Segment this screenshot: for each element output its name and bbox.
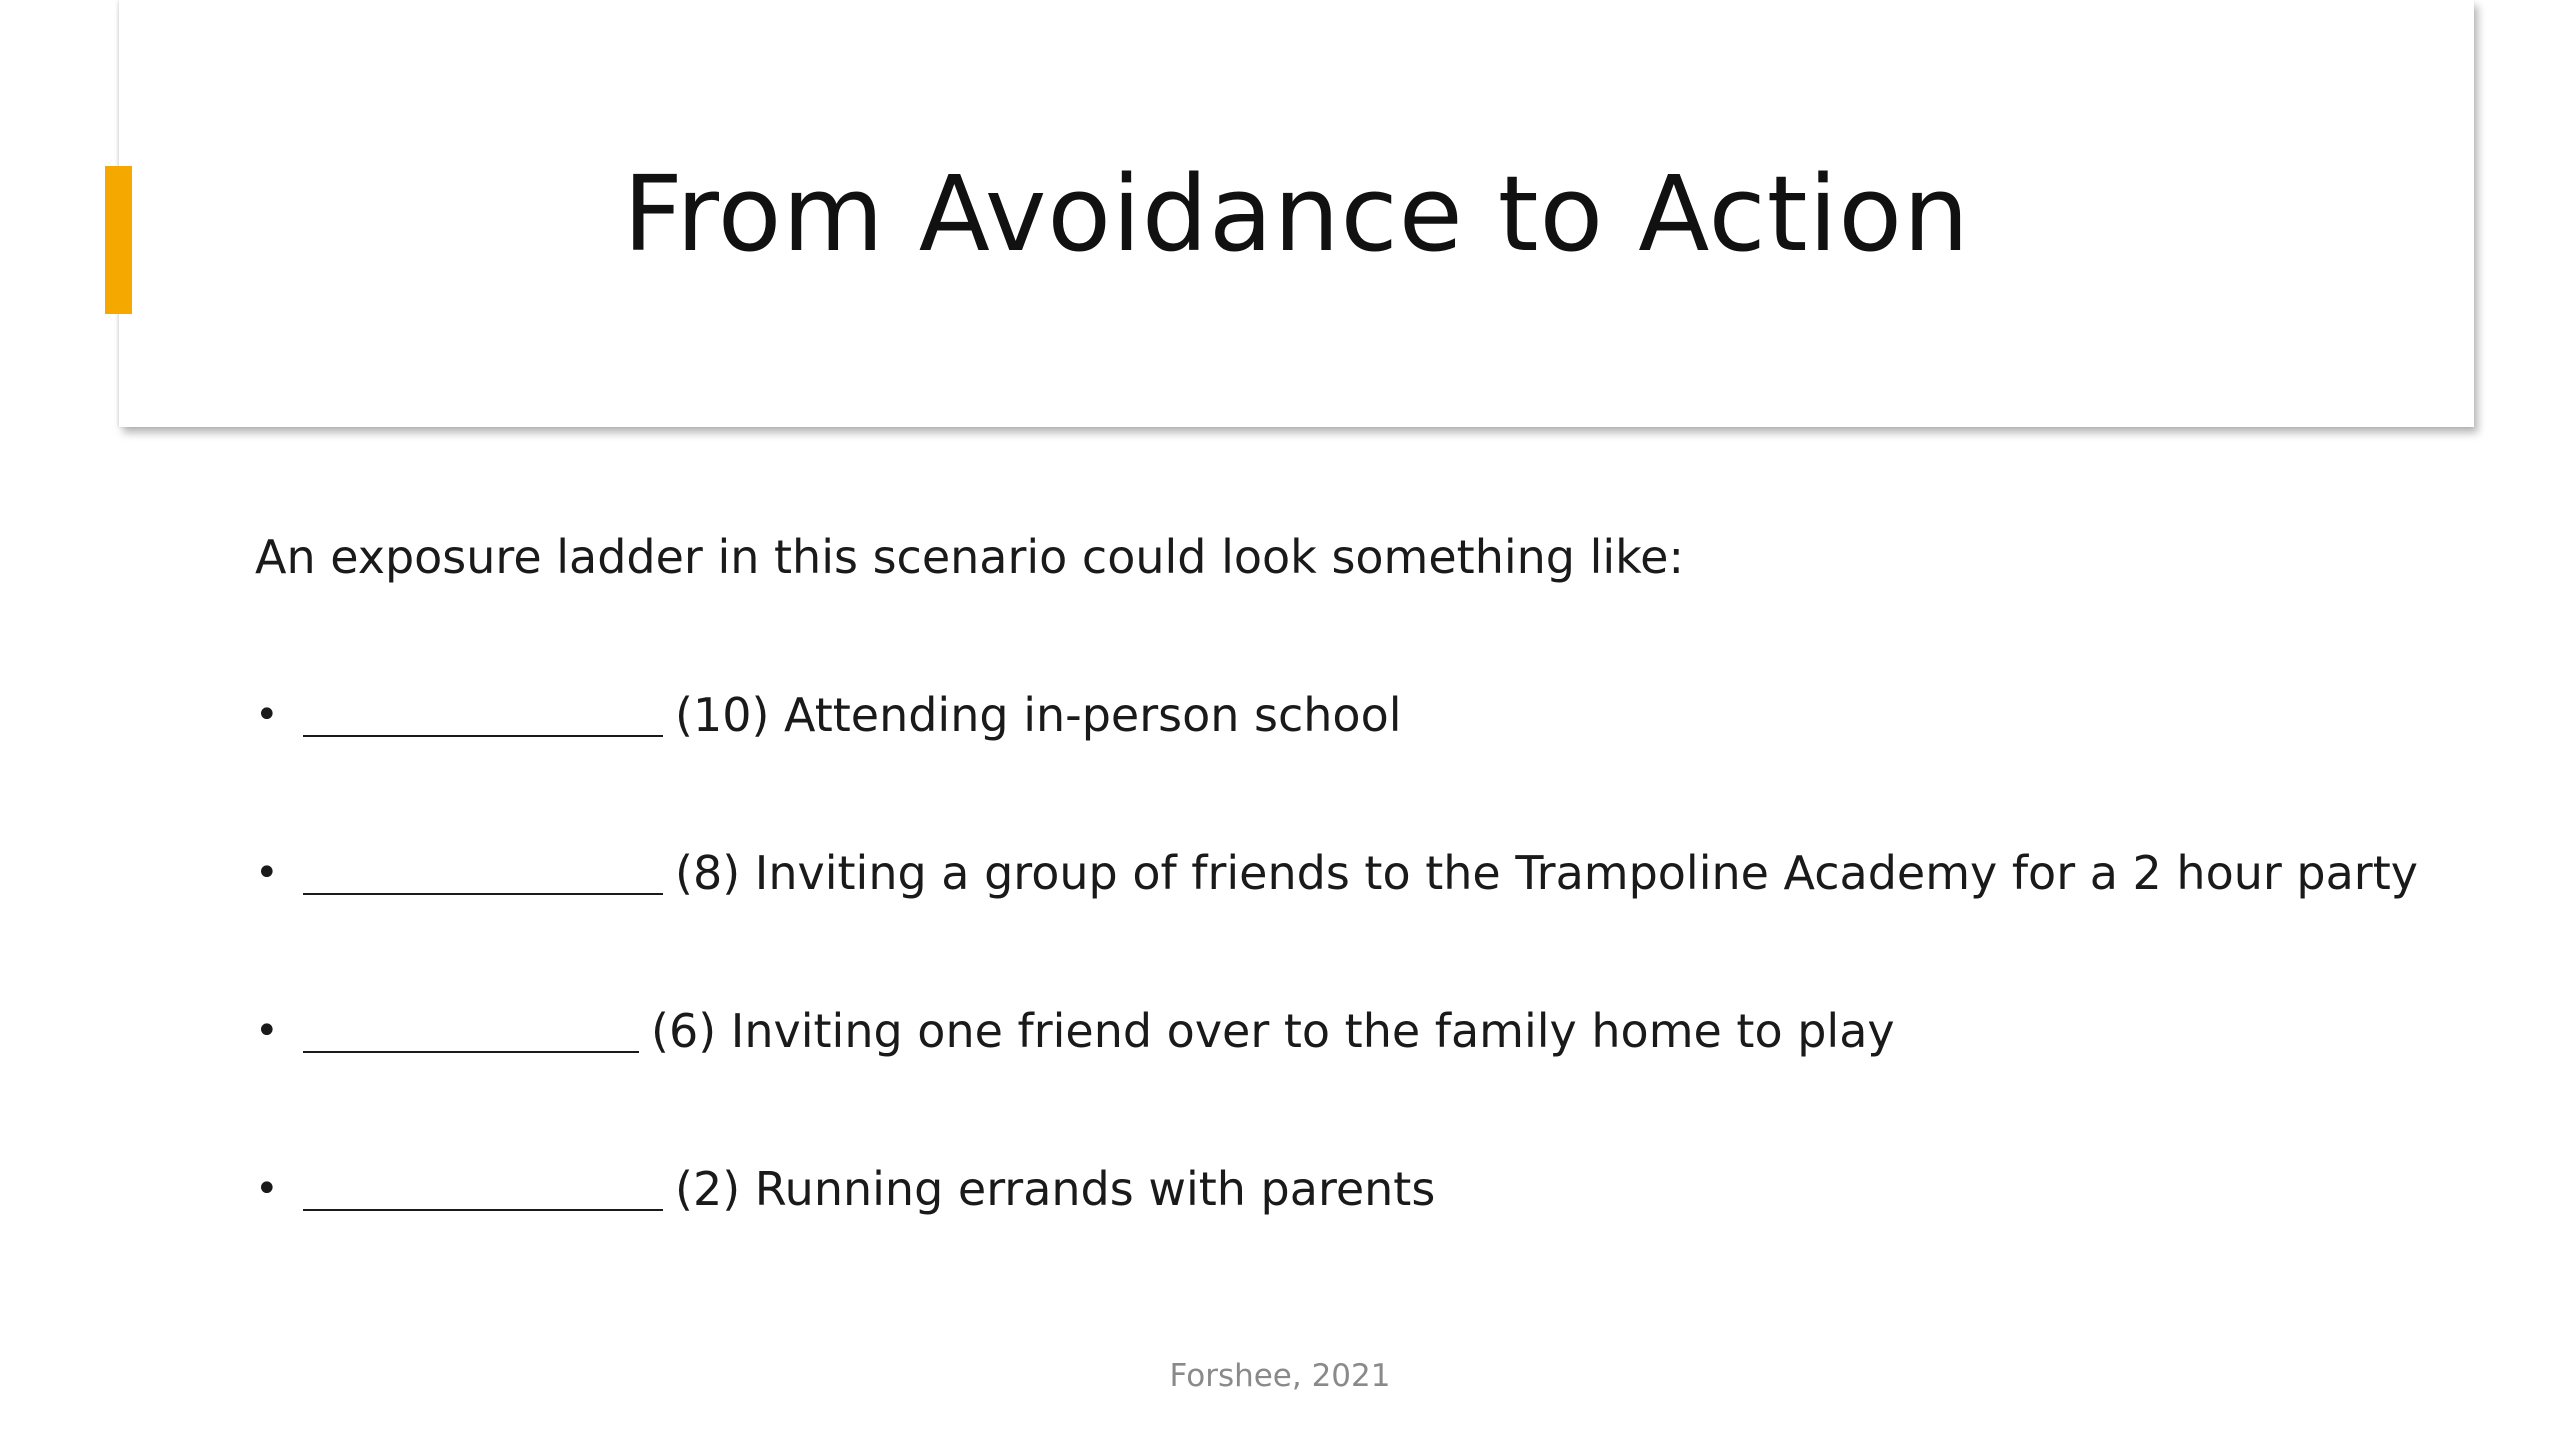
ladder-item — [255, 1152, 2455, 1226]
blank-line — [303, 1017, 639, 1053]
bullet-icon: • — [255, 1008, 279, 1054]
slide-title: From Avoidance to Action — [623, 152, 1970, 275]
slide-body — [255, 520, 2455, 1310]
blank-line — [303, 1175, 663, 1211]
ladder-item — [255, 678, 2455, 752]
exposure-ladder — [255, 678, 2455, 1226]
footer-citation: Forshee, 2021 — [1169, 1358, 1391, 1394]
bullet-icon: • — [255, 1166, 279, 1212]
ladder-item-text: (6) Inviting one friend over to the family home to play — [651, 1004, 1895, 1058]
ladder-item-text: (2) Running errands with parents — [675, 1162, 1436, 1216]
intro-text: An exposure ladder in this scenario could look something like: — [255, 530, 1684, 584]
ladder-item — [255, 994, 2455, 1068]
ladder-item-text: (10) Attending in-person school — [675, 688, 1402, 742]
ladder-item-text: (8) Inviting a group of friends to the Trampoline Academy for a 2 hour party — [675, 846, 2418, 900]
blank-line — [303, 701, 663, 737]
bullet-icon: • — [255, 692, 279, 738]
blank-line — [303, 859, 663, 895]
ladder-item — [255, 836, 2455, 910]
bullet-icon: • — [255, 850, 279, 896]
